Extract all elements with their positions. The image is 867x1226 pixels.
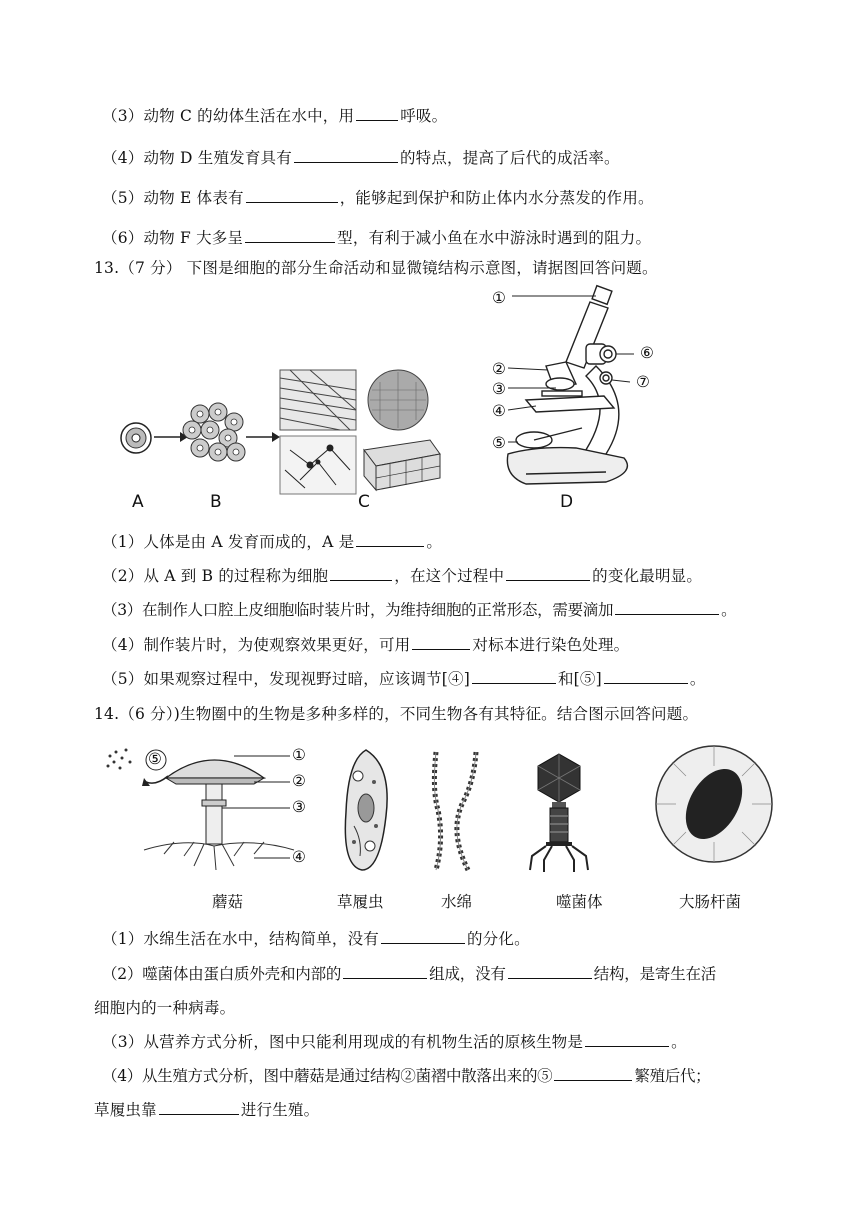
e-coli-figure: [654, 740, 774, 870]
answer-blank[interactable]: [343, 964, 427, 979]
q13-header: 13.（7 分） 下图是细胞的部分生命活动和显微镜结构示意图，请据图回答问题。: [94, 259, 658, 277]
figure-label-b: B: [210, 492, 222, 512]
callout-5: ⑤: [492, 434, 506, 452]
q12-line-5: （5）动物 E 体表有 ，能够起到保护和防止体内水分蒸发的作用。: [102, 189, 654, 207]
callout-1: ①: [292, 746, 306, 764]
q14-line-4b: 草履虫靠 进行生殖。: [94, 1101, 320, 1119]
q13-line-4: （4）制作装片时，为使观察效果更好，可用 对标本进行染色处理。: [102, 636, 630, 654]
figure-label-c: C: [358, 492, 370, 512]
callout-1: ①: [492, 289, 506, 307]
callout-4: ④: [292, 848, 306, 866]
q13-line-2: （2）从 A 到 B 的过程称为细胞 ，在这个过程中 的变化最明显。: [102, 567, 703, 585]
answer-blank[interactable]: [585, 1032, 669, 1047]
answer-blank[interactable]: [508, 964, 592, 979]
answer-blank[interactable]: [381, 929, 465, 944]
paramecium-figure: [336, 746, 396, 876]
caption-paramecium: 草履虫: [337, 893, 384, 911]
q14-line-2: （2）噬菌体由蛋白质外壳和内部的 组成，没有 结构，是寄生在活: [102, 965, 717, 983]
callout-5: ⑤: [148, 750, 162, 768]
answer-blank[interactable]: [159, 1100, 239, 1115]
caption-spirogyra: 水绵: [441, 893, 473, 911]
q14-header: 14.（6 分）)生物圈中的生物是多种多样的，不同生物各有其特征。结合图示回答问题。: [94, 705, 699, 723]
answer-blank[interactable]: [615, 600, 719, 615]
caption-e-coli: 大肠杆菌: [679, 893, 742, 911]
q12-line-6: （6）动物 F 大多呈 型，有利于减小鱼在水中游泳时遇到的阻力。: [102, 229, 652, 247]
q13-line-1: （1）人体是由 A 发育而成的，A 是 。: [102, 533, 443, 551]
callout-2: ②: [492, 360, 506, 378]
answer-blank[interactable]: [554, 1066, 632, 1081]
callout-3: ③: [292, 798, 306, 816]
arrow-icon: [246, 430, 280, 444]
callout-4: ④: [492, 402, 506, 420]
answer-blank[interactable]: [604, 669, 688, 684]
bacteriophage-figure: [524, 752, 594, 874]
q12-line-3: （3）动物 C 的幼体生活在水中，用 呼吸。: [102, 107, 448, 125]
callout-2: ②: [292, 772, 306, 790]
callout-3: ③: [492, 380, 506, 398]
answer-blank[interactable]: [330, 566, 392, 581]
answer-blank[interactable]: [506, 566, 590, 581]
figure-label-d: D: [560, 492, 574, 512]
spirogyra-figure: [424, 750, 494, 872]
callout-7: ⑦: [636, 373, 650, 391]
figure-label-a: A: [132, 492, 144, 512]
q13-line-5: （5）如果观察过程中，发现视野过暗，应该调节[④] 和[⑤] 。: [102, 670, 706, 688]
microscope-figure: [486, 286, 646, 496]
q12-line-4: （4）动物 D 生殖发育具有 的特点，提高了后代的成活率。: [102, 149, 620, 167]
callout-6: ⑥: [640, 344, 654, 362]
q14-line-3: （3）从营养方式分析，图中只能利用现成的有机物生活的原核生物是 。: [102, 1033, 687, 1051]
answer-blank[interactable]: [245, 228, 335, 243]
answer-blank[interactable]: [294, 148, 398, 163]
tissue-figure: [280, 370, 440, 496]
caption-mushroom: 蘑菇: [212, 893, 244, 911]
q13-line-3: （3）在制作人口腔上皮细胞临时装片时，为维持细胞的正常形态，需要滴加 。: [102, 601, 737, 619]
mushroom-figure: [104, 742, 314, 882]
q14-line-4: （4）从生殖方式分析，图中蘑菇是通过结构②菌褶中散落出来的⑤ 繁殖后代；: [102, 1067, 711, 1085]
answer-blank[interactable]: [246, 188, 338, 203]
answer-blank[interactable]: [412, 635, 470, 650]
answer-blank[interactable]: [356, 532, 424, 547]
q14-line-1: （1）水绵生活在水中，结构简单，没有 的分化。: [102, 930, 530, 948]
caption-bacteriophage: 噬菌体: [556, 893, 603, 911]
cell-cluster-figure: [180, 400, 250, 470]
answer-blank[interactable]: [472, 669, 556, 684]
fertilized-egg-figure: [118, 418, 158, 458]
q14-line-2b: 细胞内的一种病毒。: [94, 999, 236, 1017]
answer-blank[interactable]: [356, 106, 398, 121]
